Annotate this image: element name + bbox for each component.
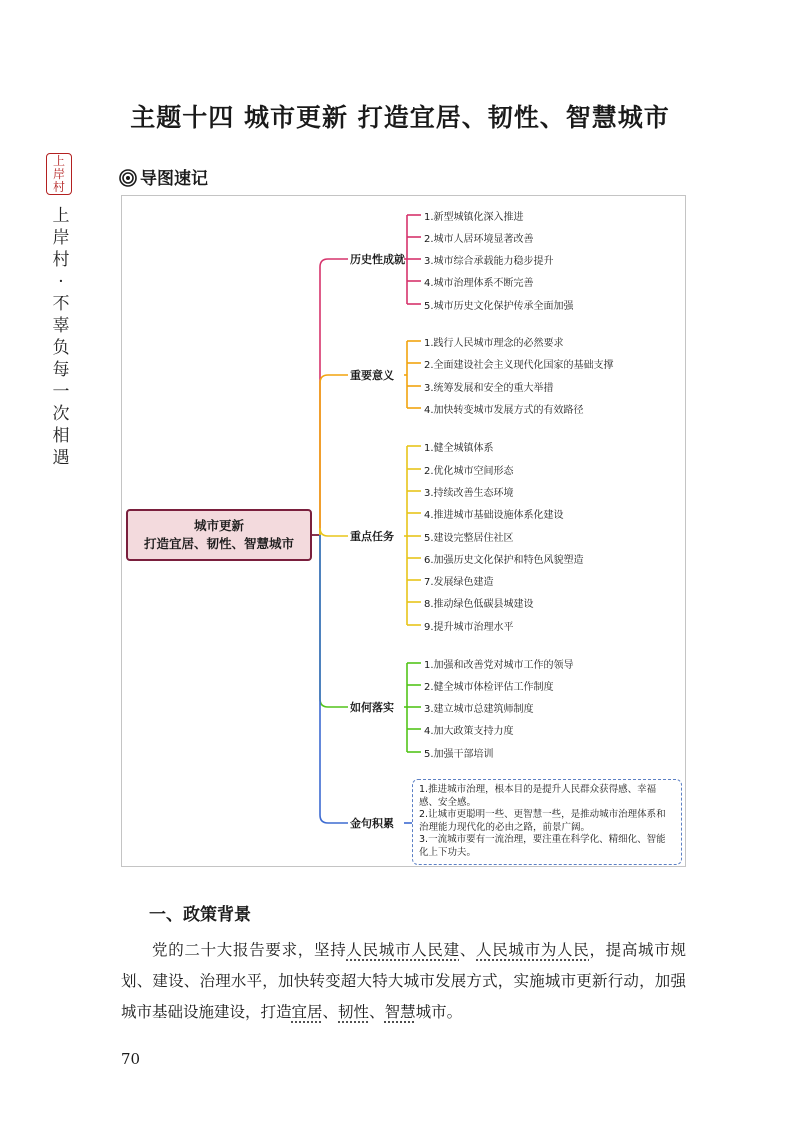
branch-label: 金句积累: [350, 817, 394, 830]
target-icon: [119, 169, 137, 187]
emphasis-text: 人民城市为人民: [476, 941, 590, 959]
quote-item: 3.一流城市要有一流治理，要注重在科学化、精细化、智能化上下功夫。: [419, 834, 666, 858]
connector-line: [320, 528, 348, 536]
quote-item: 2.让城市更聪明一些、更智慧一些，是推动城市治理体系和治理能力现代化的必由之路，前景广阔。: [419, 809, 666, 833]
root-line: 城市更新: [193, 518, 244, 533]
leaf-item: 7.发展绿色建造: [424, 577, 494, 588]
paragraph-text: 、: [322, 1003, 339, 1021]
leaf-item: 2.健全城市体检评估工作制度: [424, 682, 554, 693]
mindmap-root: [126, 509, 312, 561]
emphasis-text: 韧性: [338, 1003, 370, 1021]
leaf-item: 4.城市治理体系不断完善: [424, 278, 534, 289]
vertical-motto: 上岸村·不辜负每一次相遇: [52, 206, 70, 468]
section-heading: 一、政策背景: [149, 905, 251, 925]
leaf-item: 3.统筹发展和安全的重大举措: [424, 383, 554, 394]
leaf-item: 4.加大政策支持力度: [424, 726, 514, 737]
paragraph-text: 党的二十大报告要求，坚持: [152, 941, 347, 959]
leaf-item: 4.推进城市基础设施体系化建设: [424, 510, 564, 521]
leaf-item: 3.建立城市总建筑师制度: [424, 704, 534, 715]
emphasis-text: 宜居: [291, 1003, 323, 1021]
leaf-item: 3.持续改善生态环境: [424, 488, 514, 499]
brand-seal: [46, 153, 72, 195]
root-line: 打造宜居、韧性、智慧城市: [143, 536, 294, 551]
leaf-item: 4.加快转变城市发展方式的有效路径: [424, 405, 584, 416]
branch-label: 重点任务: [350, 530, 394, 543]
branch-label: 如何落实: [350, 701, 394, 714]
mindmap-frame: [121, 195, 686, 867]
seal-char: 上: [52, 154, 65, 168]
page-title: 主题十四 城市更新 打造宜居、韧性、智慧城市: [130, 103, 670, 132]
emphasis-text: 智慧: [384, 1003, 416, 1021]
seal-char: 村: [52, 180, 65, 194]
leaf-item: 3.城市综合承载能力稳步提升: [424, 256, 554, 267]
paragraph-text: 、: [369, 1003, 385, 1021]
leaf-item: 5.建设完整居住社区: [424, 533, 514, 544]
leaf-item: 2.优化城市空间形态: [424, 466, 514, 477]
leaf-item: 1.加强和改善党对城市工作的领导: [424, 660, 574, 671]
leaf-item: 5.加强干部培训: [424, 749, 494, 760]
leaf-item: 6.加强历史文化保护和特色风貌塑造: [424, 555, 584, 566]
connector-line: [320, 535, 348, 823]
leaf-item: 9.提升城市治理水平: [424, 622, 514, 633]
leaf-item: 5.城市历史文化保护传承全面加强: [424, 301, 574, 312]
connector-line: [320, 535, 348, 707]
connector-line: [320, 375, 348, 535]
leaf-item: 2.城市人居环境显著改善: [424, 234, 534, 245]
leaf-item: 1.践行人民城市理念的必然要求: [424, 338, 564, 349]
branch-label: 重要意义: [350, 369, 394, 382]
page-number: 70: [121, 1050, 141, 1068]
paragraph-text: 城市。: [415, 1003, 463, 1021]
mindmap-heading-text: 导图速记: [140, 169, 208, 189]
seal-char: 岸: [52, 167, 65, 181]
branch-label: 历史性成就: [350, 253, 405, 266]
paragraph-text: ，提高城市规划、建设、治理水平，加快转变超大特大城市发展方式，实施城市更新行动，加强城市基础设施建设，打造: [121, 941, 686, 1021]
quote-box: [412, 779, 682, 865]
mindmap-heading: [119, 164, 208, 189]
body-paragraph: [121, 935, 686, 1028]
quote-item: 1.推进城市治理，根本目的是提升人民群众获得感、幸福感、安全感。: [419, 784, 657, 808]
leaf-item: 2.全面建设社会主义现代化国家的基础支撑: [424, 360, 614, 371]
connector-line: [320, 259, 348, 535]
leaf-item: 1.健全城镇体系: [424, 443, 494, 454]
paragraph-text: 、: [459, 941, 477, 959]
leaf-item: 1.新型城镇化深入推进: [424, 212, 524, 223]
leaf-item: 8.推动绿色低碳县城建设: [424, 599, 534, 610]
emphasis-text: 人民城市人民建: [346, 941, 460, 959]
